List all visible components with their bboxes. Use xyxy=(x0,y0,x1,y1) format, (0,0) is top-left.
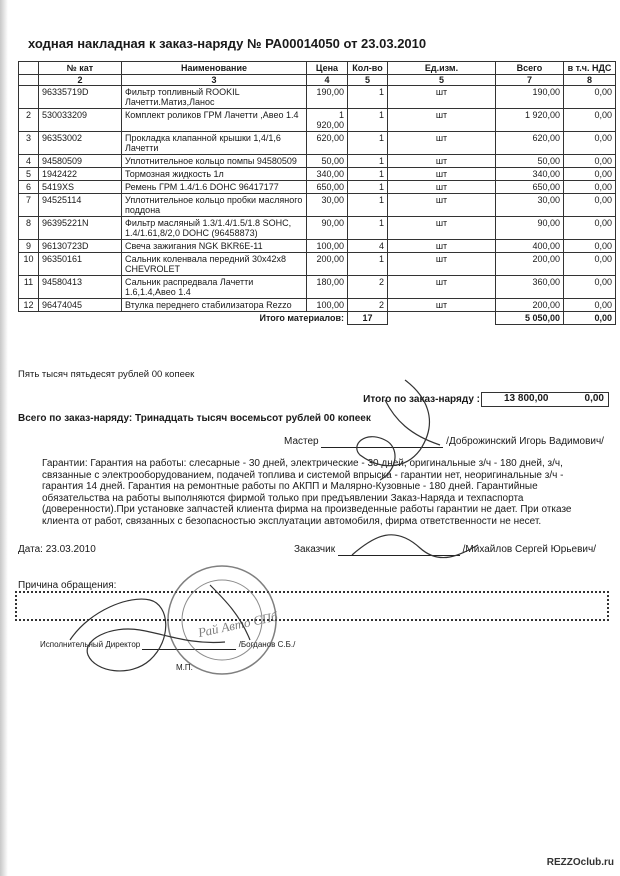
order-total-sum: 13 800,00 xyxy=(504,393,549,404)
order-total-vat: 0,00 xyxy=(584,393,604,404)
row-name: Втулка переднего стабилизатора Rezzo xyxy=(122,299,307,312)
stamp-place-label: М.П. xyxy=(176,663,193,672)
row-number: 2 xyxy=(19,109,39,132)
row-catalog-number: 94525114 xyxy=(39,194,122,217)
row-number: 12 xyxy=(19,299,39,312)
row-price: 340,00 xyxy=(307,168,348,181)
row-qty: 1 xyxy=(348,86,388,109)
row-name: Прокладка клапанной крышки 1,4/1,6 Лачетти xyxy=(122,132,307,155)
row-qty: 1 xyxy=(348,168,388,181)
row-number: 9 xyxy=(19,240,39,253)
row-vat: 0,00 xyxy=(564,155,616,168)
row-vat: 0,00 xyxy=(564,299,616,312)
row-unit: шт xyxy=(388,181,496,194)
col-cat: № кат xyxy=(39,62,122,75)
col-num: 5 xyxy=(388,75,496,86)
customer-label: Заказчик xyxy=(294,544,336,555)
stamp-text: Рай Авто СПб xyxy=(196,608,279,641)
row-catalog-number: 96353002 xyxy=(39,132,122,155)
row-name: Сальник распредвала Лачетти 1.6,1.4,Авео 1.4 xyxy=(122,276,307,299)
row-qty: 4 xyxy=(348,240,388,253)
row-total: 1 920,00 xyxy=(496,109,564,132)
row-name: Сальник коленвала передний 30x42x8 CHEVROLET xyxy=(122,253,307,276)
col-name: Наименование xyxy=(122,62,307,75)
order-total-label: Итого по заказ-наряду : xyxy=(363,394,480,405)
row-vat: 0,00 xyxy=(564,194,616,217)
row-number: 6 xyxy=(19,181,39,194)
row-name: Фильтр масляный 1.3/1.4/1.5/1.8 SOHC, 1.4/1.61,8/2,0 DOHC (96458873) xyxy=(122,217,307,240)
row-total: 620,00 xyxy=(496,132,564,155)
row-number: 8 xyxy=(19,217,39,240)
row-name: Уплотнительное кольцо пробки масляного поддона xyxy=(122,194,307,217)
row-price: 180,00 xyxy=(307,276,348,299)
row-qty: 1 xyxy=(348,155,388,168)
order-total-words: Всего по заказ-наряду: Тринадцать тысяч восемьсот рублей 00 копеек xyxy=(18,413,371,424)
row-vat: 0,00 xyxy=(564,168,616,181)
col-vat: в т.ч. НДС xyxy=(564,62,616,75)
row-vat: 0,00 xyxy=(564,132,616,155)
col-qty: Кол-во xyxy=(348,62,388,75)
master-label: Мастер xyxy=(284,436,319,447)
col-num: 7 xyxy=(496,75,564,86)
row-catalog-number: 96395221N xyxy=(39,217,122,240)
materials-total-words: Пять тысяч пятьдесят рублей 00 копеек xyxy=(18,369,195,380)
row-vat: 0,00 xyxy=(564,217,616,240)
row-vat: 0,00 xyxy=(564,109,616,132)
row-number: 4 xyxy=(19,155,39,168)
row-number: 10 xyxy=(19,253,39,276)
row-unit: шт xyxy=(388,132,496,155)
row-name: Фильтр топливный ROOKIL Лачетти.Матиз,Ланос xyxy=(122,86,307,109)
row-total: 200,00 xyxy=(496,253,564,276)
materials-total-label: Итого материалов: xyxy=(259,313,344,323)
col-num: 2 xyxy=(39,75,122,86)
materials-total-qty: 17 xyxy=(348,312,388,325)
row-catalog-number: 96350161 xyxy=(39,253,122,276)
col-num: 8 xyxy=(564,75,616,86)
document-date: Дата: 23.03.2010 xyxy=(18,544,96,555)
row-catalog-number: 1942422 xyxy=(39,168,122,181)
row-catalog-number: 94580413 xyxy=(39,276,122,299)
row-name: Ремень ГРМ 1.4/1.6 DOHC 96417177 xyxy=(122,181,307,194)
col-unit: Ед.изм. xyxy=(388,62,496,75)
row-price: 650,00 xyxy=(307,181,348,194)
row-qty: 1 xyxy=(348,194,388,217)
company-stamp xyxy=(168,566,279,674)
row-qty: 1 xyxy=(348,181,388,194)
master-signature xyxy=(357,380,440,480)
row-unit: шт xyxy=(388,217,496,240)
row-unit: шт xyxy=(388,194,496,217)
row-catalog-number: 94580509 xyxy=(39,155,122,168)
row-total: 200,00 xyxy=(496,299,564,312)
guarantee-text: Гарантии: Гарантия на работы: слесарные - 30 дней, электрические - 30 дней, оригинальные з/ч - 180 дней, з/ч, связанные с электрооборудованием, подачей топлива и системой впрыска - гарантии нет, неоригинальные з/ч - гарантия 14 дней. Гарантия на ремонтные работы по АКПП и Малярно-Кузовные - 180 дней. Гарантийные обязательства на работы выполняются фирмой только при предъявлении Заказ-Наряда и техпаспорта (доверенности).При установке запчастей клиента фирма на произведенные работы гарантии не дает. При отказе клиента от работ, связанных с безопасностью эксплуатации автомобиля, фирма ответственности не несет. xyxy=(42,458,572,527)
row-price: 1 920,00 xyxy=(307,109,348,132)
document-title: ходная накладная к заказ-наряду № РА00014050 от 23.03.2010 xyxy=(28,36,427,51)
customer-name: /Михайлов Сергей Юрьевич/ xyxy=(462,544,596,555)
col-num: 4 xyxy=(307,75,348,86)
row-number: 11 xyxy=(19,276,39,299)
row-price: 100,00 xyxy=(307,240,348,253)
row-unit: шт xyxy=(388,109,496,132)
col-price: Цена xyxy=(307,62,348,75)
col-num: 5 xyxy=(348,75,388,86)
row-number: 7 xyxy=(19,194,39,217)
row-name: Тормозная жидкость 1л xyxy=(122,168,307,181)
row-qty: 2 xyxy=(348,276,388,299)
row-qty: 1 xyxy=(348,217,388,240)
row-total: 340,00 xyxy=(496,168,564,181)
row-catalog-number: 5419XS xyxy=(39,181,122,194)
row-name: Уплотнительное кольцо помпы 94580509 xyxy=(122,155,307,168)
row-number: 5 xyxy=(19,168,39,181)
row-price: 200,00 xyxy=(307,253,348,276)
col-num: 3 xyxy=(122,75,307,86)
row-number: 3 xyxy=(19,132,39,155)
row-price: 100,00 xyxy=(307,299,348,312)
row-total: 30,00 xyxy=(496,194,564,217)
row-price: 190,00 xyxy=(307,86,348,109)
row-price: 50,00 xyxy=(307,155,348,168)
row-price: 90,00 xyxy=(307,217,348,240)
row-unit: шт xyxy=(388,86,496,109)
row-catalog-number: 96130723D xyxy=(39,240,122,253)
row-unit: шт xyxy=(388,155,496,168)
row-unit: шт xyxy=(388,253,496,276)
row-name: Комплект роликов ГРМ Лачетти ,Авео 1.4 xyxy=(122,109,307,132)
row-total: 400,00 xyxy=(496,240,564,253)
row-unit: шт xyxy=(388,240,496,253)
customer-signature xyxy=(352,535,478,558)
row-qty: 1 xyxy=(348,132,388,155)
reason-label: Причина обращения: xyxy=(18,580,117,591)
row-total: 50,00 xyxy=(496,155,564,168)
materials-total-sum: 5 050,00 xyxy=(496,312,564,325)
row-catalog-number: 96335719D xyxy=(39,86,122,109)
materials-total-vat: 0,00 xyxy=(564,312,616,325)
row-catalog-number: 96474045 xyxy=(39,299,122,312)
row-price: 30,00 xyxy=(307,194,348,217)
watermark: REZZOclub.ru xyxy=(546,857,614,868)
row-total: 360,00 xyxy=(496,276,564,299)
row-price: 620,00 xyxy=(307,132,348,155)
row-total: 90,00 xyxy=(496,217,564,240)
row-unit: шт xyxy=(388,299,496,312)
row-name: Свеча зажигания NGK BKR6E-11 xyxy=(122,240,307,253)
master-name: /Доброжинский Игорь Вадимович/ xyxy=(446,436,604,447)
row-vat: 0,00 xyxy=(564,181,616,194)
director-name: /Богданов С.Б./ xyxy=(238,640,296,649)
row-total: 650,00 xyxy=(496,181,564,194)
row-qty: 1 xyxy=(348,109,388,132)
row-vat: 0,00 xyxy=(564,276,616,299)
row-vat: 0,00 xyxy=(564,86,616,109)
row-qty: 1 xyxy=(348,253,388,276)
row-unit: шт xyxy=(388,168,496,181)
row-catalog-number: 530033209 xyxy=(39,109,122,132)
row-vat: 0,00 xyxy=(564,253,616,276)
col-total: Всего xyxy=(496,62,564,75)
row-total: 190,00 xyxy=(496,86,564,109)
row-qty: 2 xyxy=(348,299,388,312)
row-unit: шт xyxy=(388,276,496,299)
row-vat: 0,00 xyxy=(564,240,616,253)
director-label: Исполнительный Директор xyxy=(40,640,141,649)
